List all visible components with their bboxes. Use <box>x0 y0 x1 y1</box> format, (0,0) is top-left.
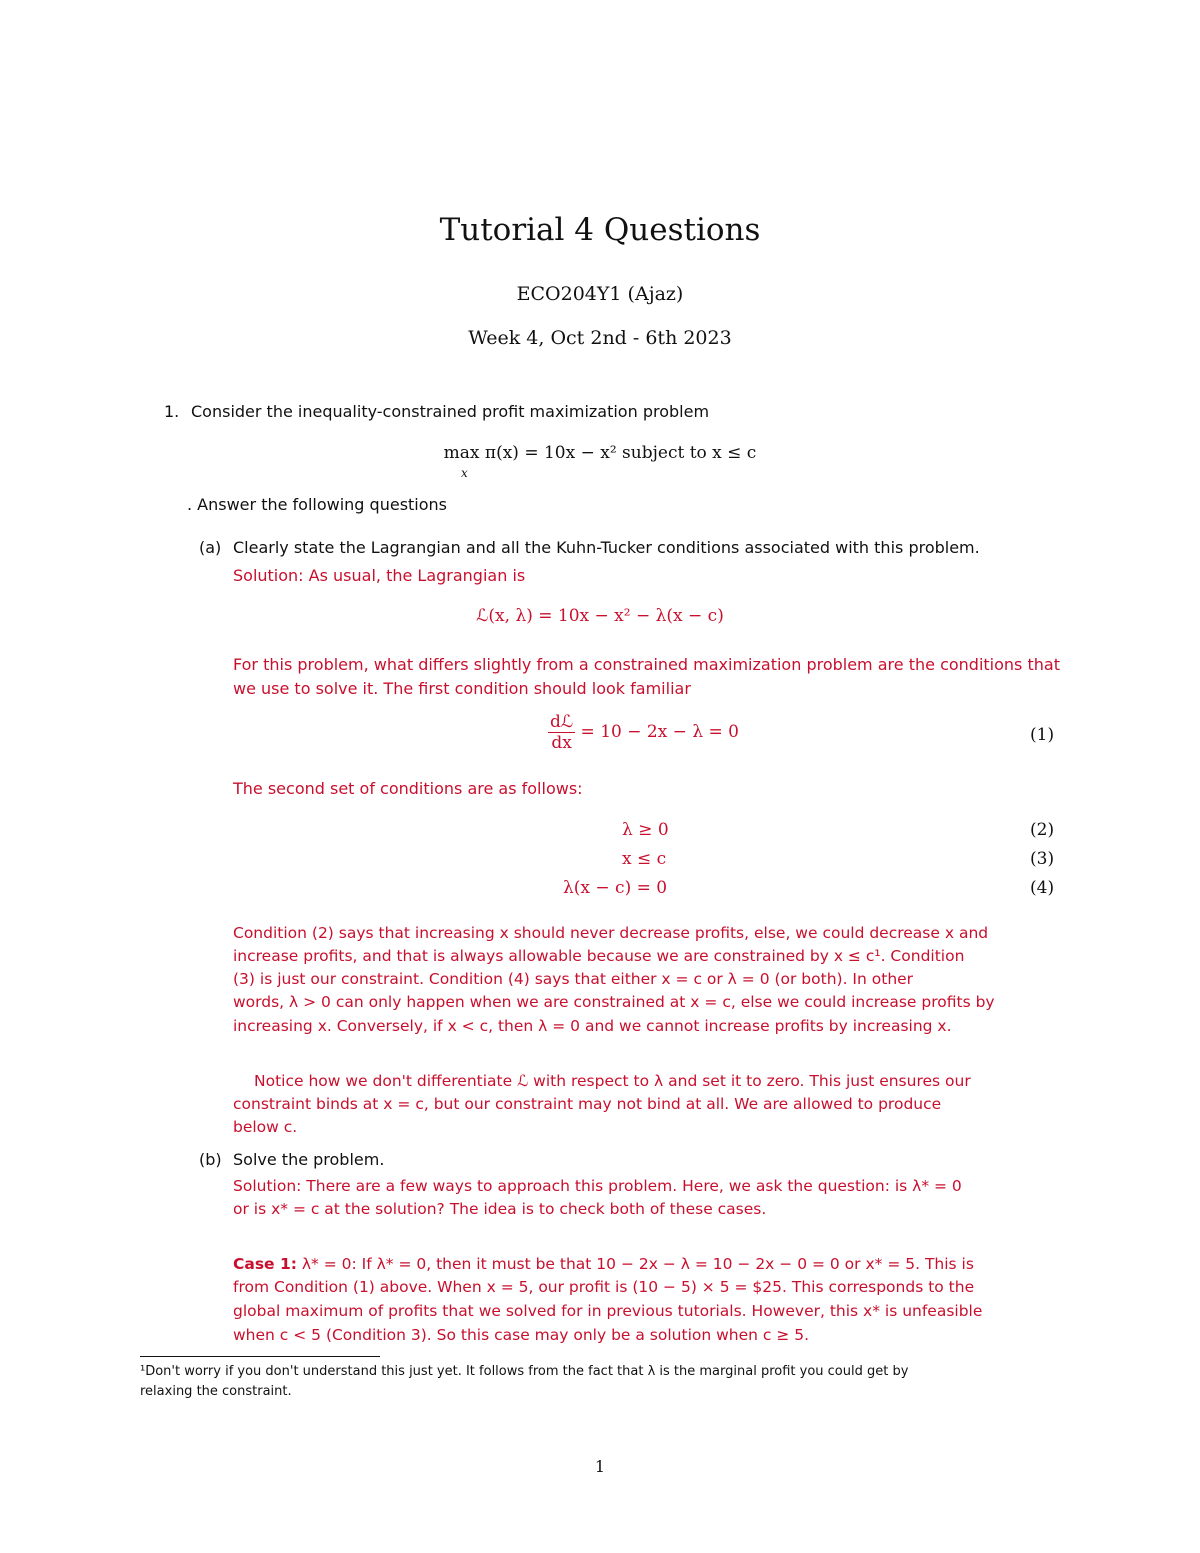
case-1-line-1 <box>233 1253 974 1277</box>
derivative-denominator: dx <box>551 733 572 753</box>
part-a-paragraph-3-line-3: (3) is just our constraint. Condition (4) says that either x = c or λ = 0 (or both). In other <box>233 970 914 988</box>
equation-3: x ≤ c <box>622 849 667 869</box>
part-a-label: (a) <box>199 538 222 557</box>
part-b-solution-line-2: or is x* = c at the solution? The idea is to check both of these cases. <box>233 1200 767 1218</box>
footnote-line-2: relaxing the constraint. <box>140 1384 292 1399</box>
answer-prompt: . Answer the following questions <box>187 495 448 514</box>
part-a-paragraph-3-line-4: words, λ > 0 can only happen when we are constrained at x = c, else we could increase profits by <box>233 993 995 1011</box>
equation-2: λ ≥ 0 <box>622 820 669 840</box>
equation-1-rhs: = 10 − 2x − λ = 0 <box>580 722 739 742</box>
case-1-line-3: global maximum of profits that we solved for in previous tutorials. However, this x* is unfeasible <box>233 1302 983 1320</box>
part-a-paragraph-4-line-3: below c. <box>233 1118 298 1136</box>
problem-equation: max π(x) = 10x − x² subject to x ≤ c <box>443 443 757 463</box>
part-a-solution-intro: Solution: As usual, the Lagrangian is <box>233 566 526 585</box>
footnote-line-1: ¹Don't worry if you don't understand this just yet. It follows from the fact that λ is the marginal profit you could get by <box>140 1364 909 1379</box>
part-b-solution-line-1: Solution: There are a few ways to approach this problem. Here, we ask the question: is λ* = 0 <box>233 1177 962 1195</box>
footnote-rule <box>140 1356 380 1357</box>
question-number: 1. <box>164 402 180 421</box>
case-1-label: Case 1: <box>233 1255 297 1273</box>
equation-4-label: (4) <box>1030 878 1055 898</box>
derivative-numerator: dℒ <box>550 712 574 732</box>
page-number: 1 <box>594 1457 606 1476</box>
part-a-paragraph-2: The second set of conditions are as follows: <box>233 779 583 798</box>
part-a-paragraph-3-line-5: increasing x. Conversely, if x < c, then λ = 0 and we cannot increase profits by increasing x. <box>233 1017 952 1035</box>
week-date: Week 4, Oct 2nd - 6th 2023 <box>468 327 732 349</box>
part-a-paragraph-4-line-1: Notice how we don't differentiate ℒ with respect to λ and set it to zero. This just ensures our <box>254 1072 971 1090</box>
equation-2-label: (2) <box>1030 820 1055 840</box>
question-intro: Consider the inequality-constrained profit maximization problem <box>191 402 710 421</box>
part-b-question: Solve the problem. <box>233 1150 385 1169</box>
equation-4: λ(x − c) = 0 <box>563 878 668 898</box>
case-1-line-4: when c < 5 (Condition 3). So this case may only be a solution when c ≥ 5. <box>233 1326 810 1344</box>
part-a-paragraph-4-line-2: constraint binds at x = c, but our constraint may not bind at all. We are allowed to produce <box>233 1095 942 1113</box>
equation-1-label: (1) <box>1030 725 1055 745</box>
problem-max-subscript: x <box>461 466 468 480</box>
part-a-paragraph-1: For this problem, what differs slightly from a constrained maximization problem are the conditions that we use to solve it. The first condition should look familiar <box>233 655 1060 698</box>
part-a-question: Clearly state the Lagrangian and all the Kuhn-Tucker conditions associated with this problem. <box>233 538 980 557</box>
course-code: ECO204Y1 (Ajaz) <box>516 283 684 305</box>
part-a-paragraph-3-line-1: Condition (2) says that increasing x should never decrease profits, else, we could decrease x and <box>233 924 989 942</box>
part-b-label: (b) <box>199 1150 222 1169</box>
case-1-text: λ* = 0: If λ* = 0, then it must be that 10 − 2x − λ = 10 − 2x − 0 = 0 or x* = 5. This is <box>296 1255 974 1273</box>
part-a-paragraph-3-line-2: increase profits, and that is always allowable because we are constrained by x ≤ c¹. Condition <box>233 947 965 965</box>
equation-1 <box>548 712 739 753</box>
lagrangian-equation: ℒ(x, λ) = 10x − x² − λ(x − c) <box>476 606 724 626</box>
page-title: Tutorial 4 Questions <box>439 212 761 248</box>
equation-3-label: (3) <box>1030 849 1055 869</box>
derivative-fraction <box>548 712 575 753</box>
case-1-line-2: from Condition (1) above. When x = 5, our profit is (10 − 5) × 5 = $25. This corresponds to the <box>233 1278 975 1296</box>
